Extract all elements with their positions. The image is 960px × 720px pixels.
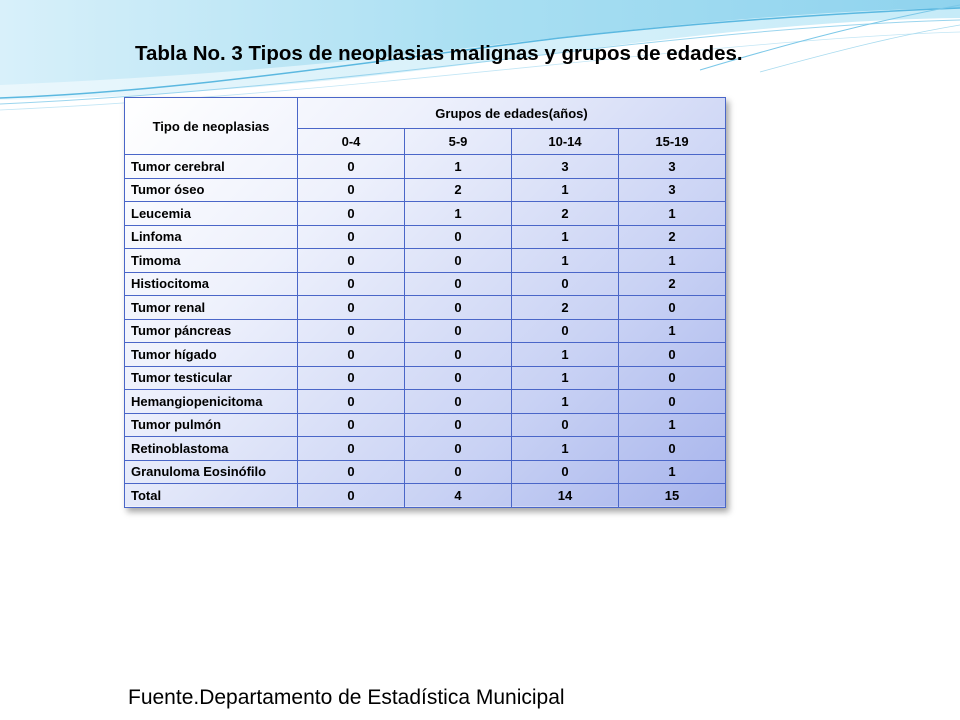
- row-label: Tumor pulmón: [125, 413, 298, 437]
- cell-value: 0: [405, 296, 512, 320]
- cell-value: 1: [512, 390, 619, 414]
- cell-value: 2: [512, 296, 619, 320]
- cell-value: 2: [619, 272, 726, 296]
- cell-value: 1: [512, 343, 619, 367]
- row-label: Linfoma: [125, 225, 298, 249]
- cell-value: 0: [512, 319, 619, 343]
- row-label: Histiocitoma: [125, 272, 298, 296]
- cell-value: 1: [405, 202, 512, 226]
- table-row: [125, 413, 726, 437]
- row-label: Tumor páncreas: [125, 319, 298, 343]
- cell-value: 1: [619, 413, 726, 437]
- cell-value: 0: [298, 343, 405, 367]
- table-row: [125, 390, 726, 414]
- cell-value: 0: [405, 366, 512, 390]
- cell-value: 1: [512, 225, 619, 249]
- cell-value: 2: [619, 225, 726, 249]
- cell-value: 15: [619, 484, 726, 508]
- cell-value: 1: [619, 460, 726, 484]
- row-label: Tumor cerebral: [125, 155, 298, 179]
- row-label: Tumor hígado: [125, 343, 298, 367]
- row-label: Tumor óseo: [125, 178, 298, 202]
- cell-value: 0: [298, 202, 405, 226]
- header-tipo-neoplasias: Tipo de neoplasias: [125, 98, 298, 155]
- cell-value: 0: [405, 437, 512, 461]
- cell-value: 1: [405, 155, 512, 179]
- cell-value: 0: [298, 484, 405, 508]
- table-row: [125, 437, 726, 461]
- cell-value: 0: [298, 296, 405, 320]
- cell-value: 0: [405, 225, 512, 249]
- header-grupos-edades: Grupos de edades(años): [298, 98, 726, 129]
- cell-value: 0: [298, 319, 405, 343]
- cell-value: 1: [619, 319, 726, 343]
- cell-value: 0: [298, 413, 405, 437]
- neoplasia-table: [124, 97, 726, 508]
- cell-value: 0: [405, 343, 512, 367]
- cell-value: 3: [619, 155, 726, 179]
- table-row: [125, 460, 726, 484]
- cell-value: 4: [405, 484, 512, 508]
- table-row: [125, 296, 726, 320]
- cell-value: 0: [298, 178, 405, 202]
- table-row: [125, 225, 726, 249]
- header-age-15-19: 15-19: [619, 129, 726, 155]
- cell-value: 1: [619, 249, 726, 273]
- table-row: [125, 366, 726, 390]
- table-row: [125, 202, 726, 226]
- table-row: [125, 343, 726, 367]
- cell-value: 0: [298, 272, 405, 296]
- cell-value: 2: [405, 178, 512, 202]
- table-total-row: [125, 484, 726, 508]
- header-age-0-4: 0-4: [298, 129, 405, 155]
- cell-value: 0: [619, 437, 726, 461]
- table-row: [125, 272, 726, 296]
- cell-value: 0: [405, 249, 512, 273]
- cell-value: 0: [619, 343, 726, 367]
- row-label: Timoma: [125, 249, 298, 273]
- cell-value: 0: [512, 413, 619, 437]
- table-row: [125, 319, 726, 343]
- row-label: Tumor renal: [125, 296, 298, 320]
- row-label: Total: [125, 484, 298, 508]
- neoplasia-table-container: [124, 97, 726, 508]
- cell-value: 0: [298, 437, 405, 461]
- cell-value: 1: [512, 178, 619, 202]
- slide-title: Tabla No. 3 Tipos de neoplasias malignas y grupos de edades.: [135, 42, 743, 65]
- cell-value: 0: [619, 296, 726, 320]
- cell-value: 1: [512, 437, 619, 461]
- table-row: [125, 249, 726, 273]
- cell-value: 0: [298, 225, 405, 249]
- cell-value: 1: [512, 249, 619, 273]
- row-label: Leucemia: [125, 202, 298, 226]
- header-age-10-14: 10-14: [512, 129, 619, 155]
- source-note: Fuente.Departamento de Estadística Municipal: [128, 686, 565, 709]
- cell-value: 1: [512, 366, 619, 390]
- row-label: Tumor testicular: [125, 366, 298, 390]
- table-row: [125, 155, 726, 179]
- cell-value: 0: [512, 272, 619, 296]
- header-age-5-9: 5-9: [405, 129, 512, 155]
- cell-value: 0: [405, 460, 512, 484]
- cell-value: 0: [298, 366, 405, 390]
- cell-value: 0: [298, 155, 405, 179]
- cell-value: 1: [619, 202, 726, 226]
- cell-value: 0: [619, 390, 726, 414]
- cell-value: 0: [405, 272, 512, 296]
- table-row: [125, 178, 726, 202]
- cell-value: 2: [512, 202, 619, 226]
- cell-value: 0: [298, 249, 405, 273]
- cell-value: 0: [298, 390, 405, 414]
- cell-value: 0: [405, 319, 512, 343]
- row-label: Granuloma Eosinófilo: [125, 460, 298, 484]
- cell-value: 14: [512, 484, 619, 508]
- cell-value: 0: [619, 366, 726, 390]
- table-body: [125, 155, 726, 508]
- cell-value: 0: [405, 413, 512, 437]
- row-label: Retinoblastoma: [125, 437, 298, 461]
- cell-value: 3: [512, 155, 619, 179]
- cell-value: 0: [405, 390, 512, 414]
- cell-value: 3: [619, 178, 726, 202]
- cell-value: 0: [512, 460, 619, 484]
- cell-value: 0: [298, 460, 405, 484]
- row-label: Hemangiopenicitoma: [125, 390, 298, 414]
